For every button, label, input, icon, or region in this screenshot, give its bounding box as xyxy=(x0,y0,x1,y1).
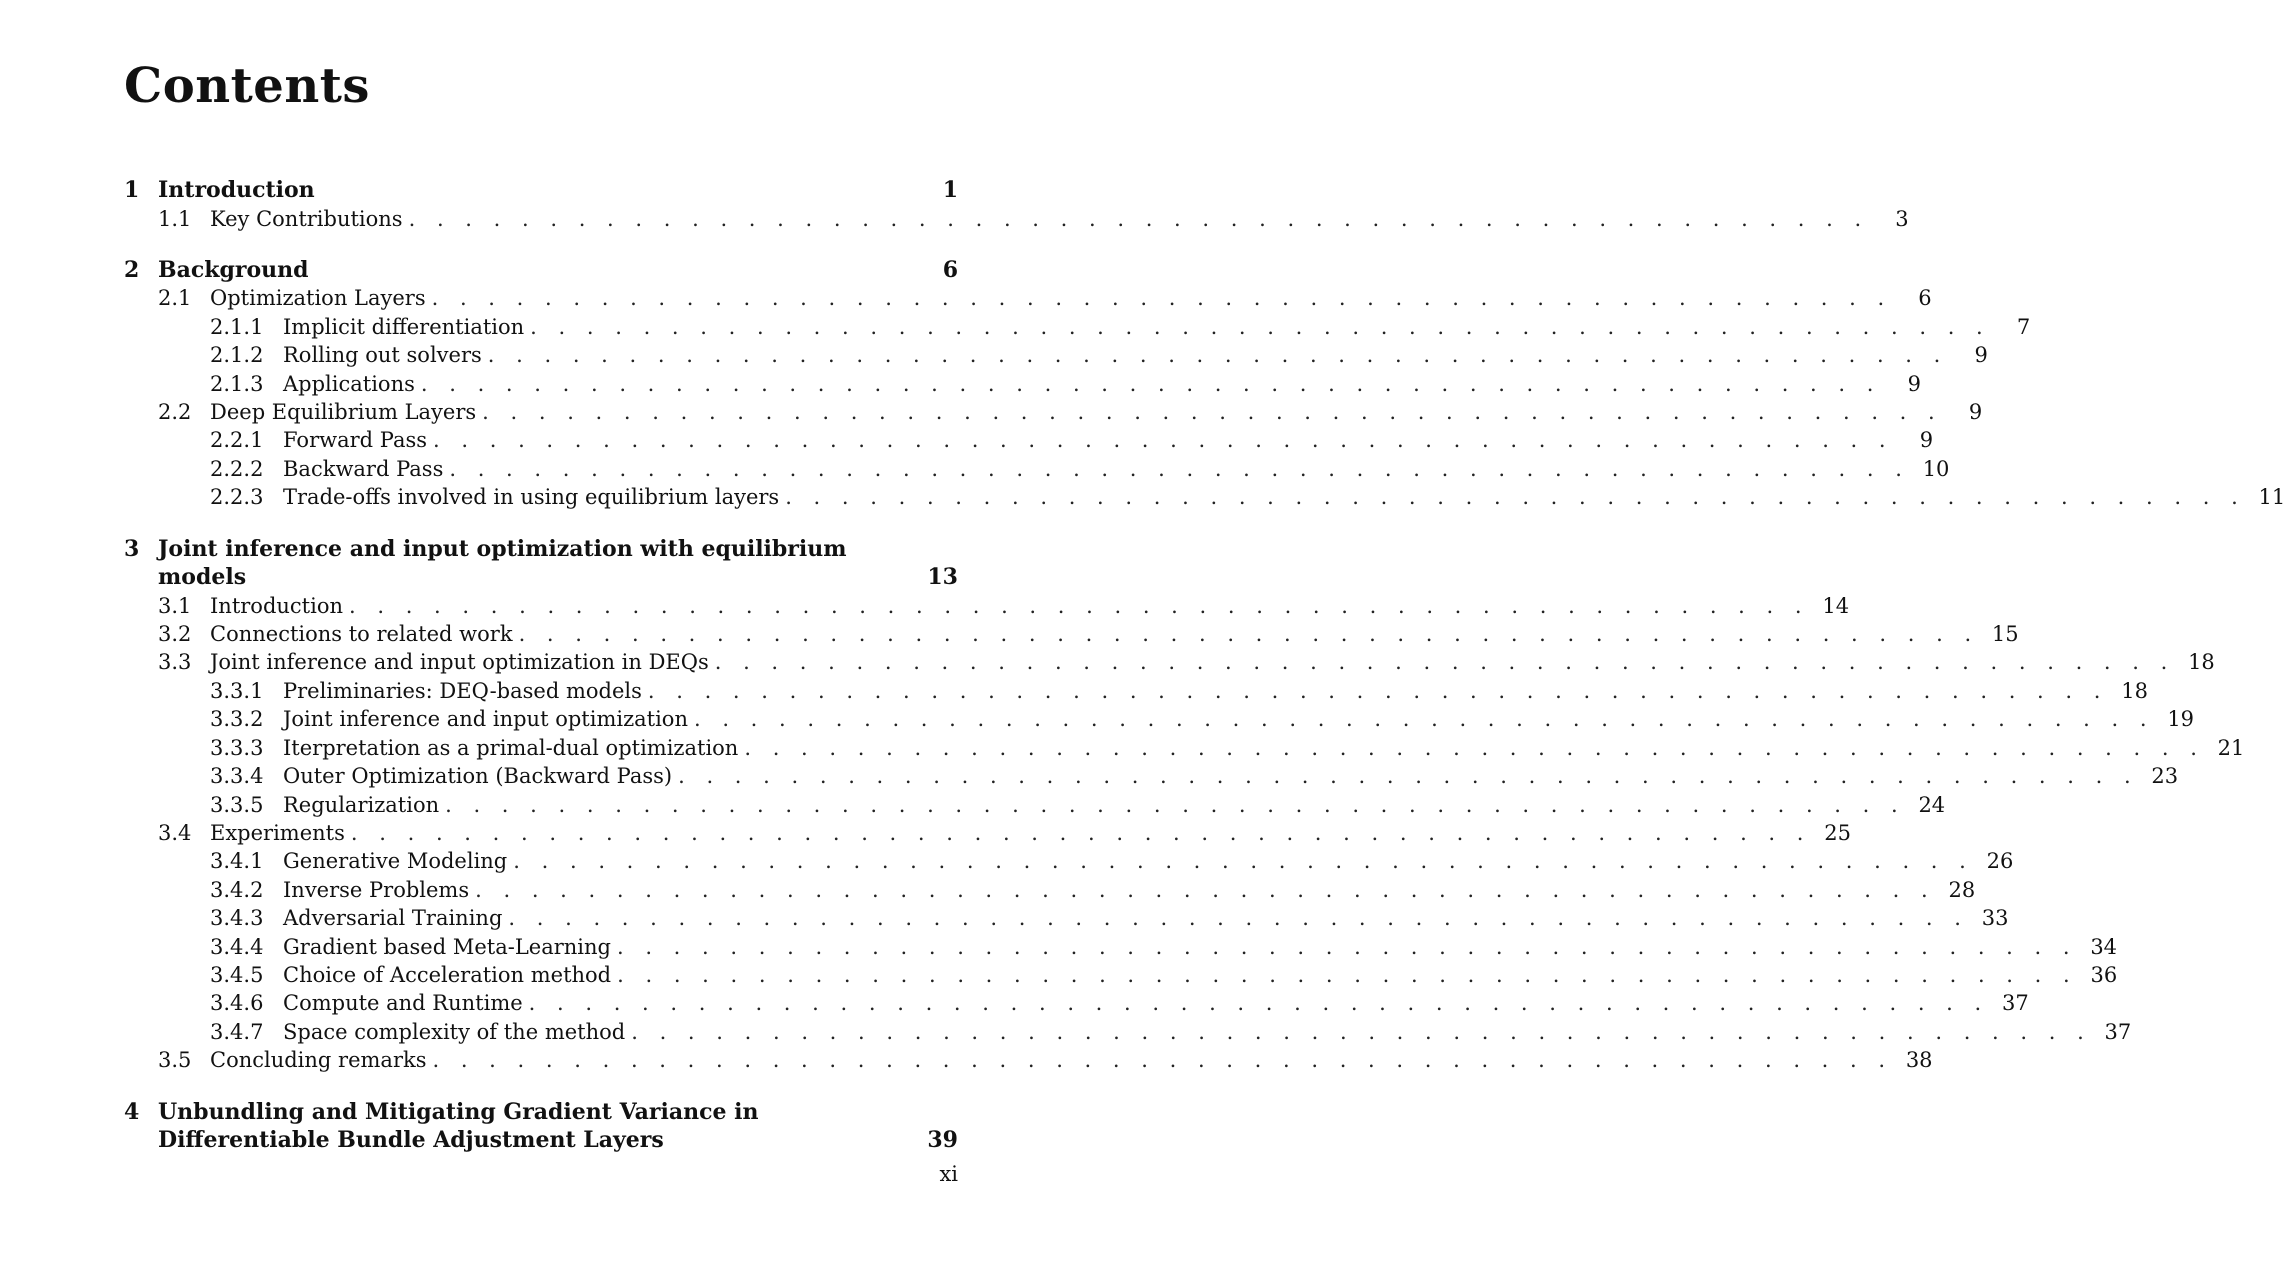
toc-section[interactable] xyxy=(124,398,1983,426)
toc-subsection[interactable] xyxy=(124,1018,2132,1046)
entry-title: Regularization xyxy=(283,792,440,817)
entry-page: 24 xyxy=(1918,792,1946,817)
dot-leader: . . . . . . . . . . . . . . . . . . . . . . . . . . . . . . . . . . . . . . . . . . . . . . . . . . . . xyxy=(487,343,1948,368)
chapter-spacer xyxy=(124,233,958,256)
entry-number: 3.4.4 xyxy=(210,934,264,959)
toc-subsection[interactable] xyxy=(124,847,2014,875)
toc-subsection[interactable] xyxy=(124,677,2148,705)
toc-subsection[interactable] xyxy=(124,705,2195,733)
entry-title: Concluding remarks xyxy=(210,1048,427,1073)
entry-number: 3.3.4 xyxy=(210,764,264,789)
dot-leader: . . . . . . . . . . . . . . . . . . . . . . . . . . . . . . . . . . . . . . . . . . . . . . . . . . . . xyxy=(616,934,2078,959)
dot-leader: . . . . . . . . . . . . . . . . . . . . . . . . . . . . . . . . . . . . . . . . . . . . . . . . . . . . xyxy=(693,707,2155,732)
toc-chapter[interactable] xyxy=(124,256,958,285)
toc-section[interactable] xyxy=(124,205,1909,233)
dot-leader: . . . . . . . . . . . . . . . . . . . . . . . . . . . . . . . . . . . . . . . . . . . . . . . . . . . . xyxy=(350,820,1811,845)
entry-number: 3.1 xyxy=(158,593,192,618)
entry-page: 14 xyxy=(1822,593,1850,618)
entry-number: 3.2 xyxy=(158,622,192,647)
chapter-number: 2 xyxy=(124,256,140,283)
entry-page: 33 xyxy=(1981,906,2009,931)
entry-title: Space complexity of the method xyxy=(283,1019,626,1044)
entry-page: 28 xyxy=(1948,877,1976,902)
entry-page: 26 xyxy=(1986,849,2014,874)
entry-number: 3.3.3 xyxy=(210,735,264,760)
dot-leader: . . . . . . . . . . . . . . . . . . . . . . . . . . . . . . . . . . . . . . . . . . . . . . . . . . . . xyxy=(528,991,1989,1016)
entry-title: Outer Optimization (Backward Pass) xyxy=(283,764,673,789)
entry-page: 18 xyxy=(2121,678,2148,703)
entry-page: 3 xyxy=(1895,206,1909,231)
entry-page: 9 xyxy=(1974,343,1988,368)
table-of-contents xyxy=(124,176,2285,1155)
entry-number: 2.2.3 xyxy=(210,485,264,510)
toc-section[interactable] xyxy=(124,592,1850,620)
dot-leader: . . . . . . . . . . . . . . . . . . . . . . . . . . . . . . . . . . . . . . . . . . . . . . . . . . . . xyxy=(518,622,1979,647)
entry-number: 2.1.2 xyxy=(210,343,264,368)
dot-leader: . . . . . . . . . . . . . . . . . . . . . . . . . . . . . . . . . . . . . . . . . . . . . . . . . . . . xyxy=(513,849,1974,874)
toc-subsection[interactable] xyxy=(124,904,2009,932)
chapter-title: Joint inference and input optimization with equilibrium models xyxy=(158,535,847,591)
chapter-title: Background xyxy=(158,256,309,283)
entry-number: 3.4.5 xyxy=(210,962,264,987)
entry-page: 36 xyxy=(2090,962,2118,987)
toc-subsection[interactable] xyxy=(124,989,2029,1017)
entry-title: Connections to related work xyxy=(210,622,513,647)
toc-subsection[interactable] xyxy=(124,483,2285,511)
toc-subsection[interactable] xyxy=(124,341,1988,369)
entry-title: Choice of Acceleration method xyxy=(283,962,612,987)
entry-number: 2.2.1 xyxy=(210,428,264,453)
entry-page: 38 xyxy=(1905,1048,1933,1073)
entry-number: 2.1.3 xyxy=(210,371,264,396)
toc-subsection[interactable] xyxy=(124,791,1946,819)
entry-number: 3.4.1 xyxy=(210,849,264,874)
chapter-title: Unbundling and Mitigating Gradient Variance in Differentiable Bundle Adjustment Layers xyxy=(158,1098,759,1154)
entry-number: 3.4.3 xyxy=(210,906,264,931)
entry-page: 9 xyxy=(1919,428,1934,453)
toc-chapter[interactable] xyxy=(124,176,958,205)
dot-leader: . . . . . . . . . . . . . . . . . . . . . . . . . . . . . . . . . . . . . . . . . . . . . . . . . . . . xyxy=(631,1019,2092,1044)
entry-page: 10 xyxy=(1922,456,1950,481)
entry-number: 3.3.1 xyxy=(210,678,264,703)
chapter-number: 3 xyxy=(124,535,140,562)
entry-page: 18 xyxy=(2188,650,2215,675)
toc-subsection[interactable] xyxy=(124,961,2118,989)
entry-number: 3.4 xyxy=(158,820,192,845)
entry-number: 3.3.5 xyxy=(210,792,264,817)
entry-title: Iterpretation as a primal-dual optimization xyxy=(283,735,739,760)
dot-leader: . . . . . . . . . . . . . . . . . . . . . . . . . . . . . . . . . . . . . . . . . . . . . . . . . . . . xyxy=(449,456,1910,481)
dot-leader: . . . . . . . . . . . . . . . . . . . . . . . . . . . . . . . . . . . . . . . . . . . . . . . . . . . . xyxy=(431,286,1892,311)
entry-title: Deep Equilibrium Layers xyxy=(210,400,477,425)
entry-title: Preliminaries: DEQ-based models xyxy=(283,678,642,703)
entry-title: Implicit differentiation xyxy=(283,314,525,339)
toc-section[interactable] xyxy=(124,284,1932,312)
entry-page: 37 xyxy=(2001,991,2029,1016)
toc-subsection[interactable] xyxy=(124,313,2031,341)
entry-number: 2.1 xyxy=(158,286,192,311)
dot-leader: . . . . . . . . . . . . . . . . . . . . . . . . . . . . . . . . . . . . . . . . . . . . . . . . . . . . xyxy=(785,485,2246,510)
entry-number: 3.3.2 xyxy=(210,707,264,732)
entry-page: 11 xyxy=(2258,485,2285,510)
dot-leader: . . . . . . . . . . . . . . . . . . . . . . . . . . . . . . . . . . . . . . . . . . . . . . . . . . . . xyxy=(647,678,2108,703)
entry-page: 37 xyxy=(2104,1019,2132,1044)
toc-chapter[interactable] xyxy=(124,1098,958,1155)
toc-subsection[interactable] xyxy=(124,370,1921,398)
entry-title: Forward Pass xyxy=(283,428,428,453)
chapter-page: 13 xyxy=(927,564,958,591)
entry-page: 23 xyxy=(2151,764,2179,789)
entry-page: 21 xyxy=(2217,735,2245,760)
chapter-spacer xyxy=(124,1075,958,1098)
toc-section[interactable] xyxy=(124,1046,1933,1074)
dot-leader: . . . . . . . . . . . . . . . . . . . . . . . . . . . . . . . . . . . . . . . . . . . . . . . . . . . . xyxy=(432,1048,1893,1073)
dot-leader: . . . . . . . . . . . . . . . . . . . . . . . . . . . . . . . . . . . . . . . . . . . . . . . . . . . . xyxy=(433,428,1894,453)
toc-chapter[interactable] xyxy=(124,535,958,592)
entry-page: 15 xyxy=(1991,622,2019,647)
toc-section[interactable] xyxy=(124,620,2019,648)
dot-leader: . . . . . . . . . . . . . . . . . . . . . . . . . . . . . . . . . . . . . . . . . . . . . . . . . . . . xyxy=(475,877,1936,902)
entry-number: 3.3 xyxy=(158,650,192,675)
dot-leader: . . . . . . . . . . . . . . . . . . . . . . . . . . . . . . . . . . . . . . . . . . . . . . . . . . . . xyxy=(617,962,2078,987)
entry-title: Optimization Layers xyxy=(210,286,426,311)
entry-page: 9 xyxy=(1968,400,1983,425)
entry-title: Inverse Problems xyxy=(283,877,470,902)
dot-leader: . . . . . . . . . . . . . . . . . . . . . . . . . . . . . . . . . . . . . . . . . . . . . . . . . . . . xyxy=(714,650,2175,675)
toc-subsection[interactable] xyxy=(124,734,2245,762)
entry-title: Joint inference and input optimization in DEQs xyxy=(210,650,709,675)
entry-title: Adversarial Training xyxy=(283,906,503,931)
entry-number: 2.2 xyxy=(158,400,192,425)
chapter-title: Introduction xyxy=(158,177,315,203)
chapter-number: 4 xyxy=(124,1098,140,1125)
toc-section[interactable] xyxy=(124,648,2215,676)
dot-leader: . . . . . . . . . . . . . . . . . . . . . . . . . . . . . . . . . . . . . . . . . . . . . . . . . . . . xyxy=(408,206,1869,231)
chapter-page: 6 xyxy=(942,256,958,283)
entry-title: Rolling out solvers xyxy=(283,343,482,368)
entry-page: 19 xyxy=(2167,707,2195,732)
entry-title: Generative Modeling xyxy=(283,849,508,874)
entry-number: 1.1 xyxy=(158,206,192,231)
toc-section[interactable] xyxy=(124,819,1851,847)
entry-title: Trade-offs involved in using equilibrium layers xyxy=(283,485,780,510)
entry-number: 3.4.7 xyxy=(210,1019,264,1044)
toc-subsection[interactable] xyxy=(124,933,2118,961)
page-number: xi xyxy=(939,1162,958,1186)
entry-title: Joint inference and input optimization xyxy=(283,707,688,732)
entry-page: 34 xyxy=(2090,934,2118,959)
entry-title: Gradient based Meta-Learning xyxy=(283,934,611,959)
dot-leader: . . . . . . . . . . . . . . . . . . . . . . . . . . . . . . . . . . . . . . . . . . . . . . . . . . . . xyxy=(482,400,1943,425)
entry-page: 7 xyxy=(2016,314,2031,339)
toc-subsection[interactable] xyxy=(124,426,1934,454)
page-title: Contents xyxy=(124,58,370,114)
entry-title: Backward Pass xyxy=(283,456,444,481)
dot-leader: . . . . . . . . . . . . . . . . . . . . . . . . . . . . . . . . . . . . . . . . . . . . . . . . . . . . xyxy=(445,792,1906,817)
entry-number: 3.5 xyxy=(158,1048,192,1073)
entry-page: 25 xyxy=(1824,820,1851,845)
entry-title: Key Contributions xyxy=(210,206,403,231)
dot-leader: . . . . . . . . . . . . . . . . . . . . . . . . . . . . . . . . . . . . . . . . . . . . . . . . . . . . xyxy=(744,735,2205,760)
toc-subsection[interactable] xyxy=(124,455,1950,483)
entry-number: 2.1.1 xyxy=(210,314,264,339)
entry-title: Applications xyxy=(283,371,415,396)
dot-leader: . . . . . . . . . . . . . . . . . . . . . . . . . . . . . . . . . . . . . . . . . . . . . . . . . . . . xyxy=(508,906,1969,931)
entry-page: 9 xyxy=(1907,371,1921,396)
entry-title: Introduction xyxy=(210,593,343,618)
dot-leader: . . . . . . . . . . . . . . . . . . . . . . . . . . . . . . . . . . . . . . . . . . . . . . . . . . . . xyxy=(678,764,2139,789)
entry-number: 2.2.2 xyxy=(210,456,264,481)
entry-title: Experiments xyxy=(210,820,345,845)
dot-leader: . . . . . . . . . . . . . . . . . . . . . . . . . . . . . . . . . . . . . . . . . . . . . . . . . . . . xyxy=(420,371,1881,396)
chapter-number: 1 xyxy=(124,177,140,203)
chapter-spacer xyxy=(124,512,958,535)
chapter-page: 39 xyxy=(927,1127,958,1154)
chapter-page: 1 xyxy=(942,177,958,203)
entry-page: 6 xyxy=(1918,286,1932,311)
toc-subsection[interactable] xyxy=(124,876,1976,904)
entry-number: 3.4.2 xyxy=(210,877,264,902)
entry-title: Compute and Runtime xyxy=(283,991,523,1016)
dot-leader: . . . . . . . . . . . . . . . . . . . . . . . . . . . . . . . . . . . . . . . . . . . . . . . . . . . . xyxy=(349,593,1810,618)
dot-leader: . . . . . . . . . . . . . . . . . . . . . . . . . . . . . . . . . . . . . . . . . . . . . . . . . . . . xyxy=(530,314,1991,339)
entry-number: 3.4.6 xyxy=(210,991,264,1016)
toc-subsection[interactable] xyxy=(124,762,2179,790)
